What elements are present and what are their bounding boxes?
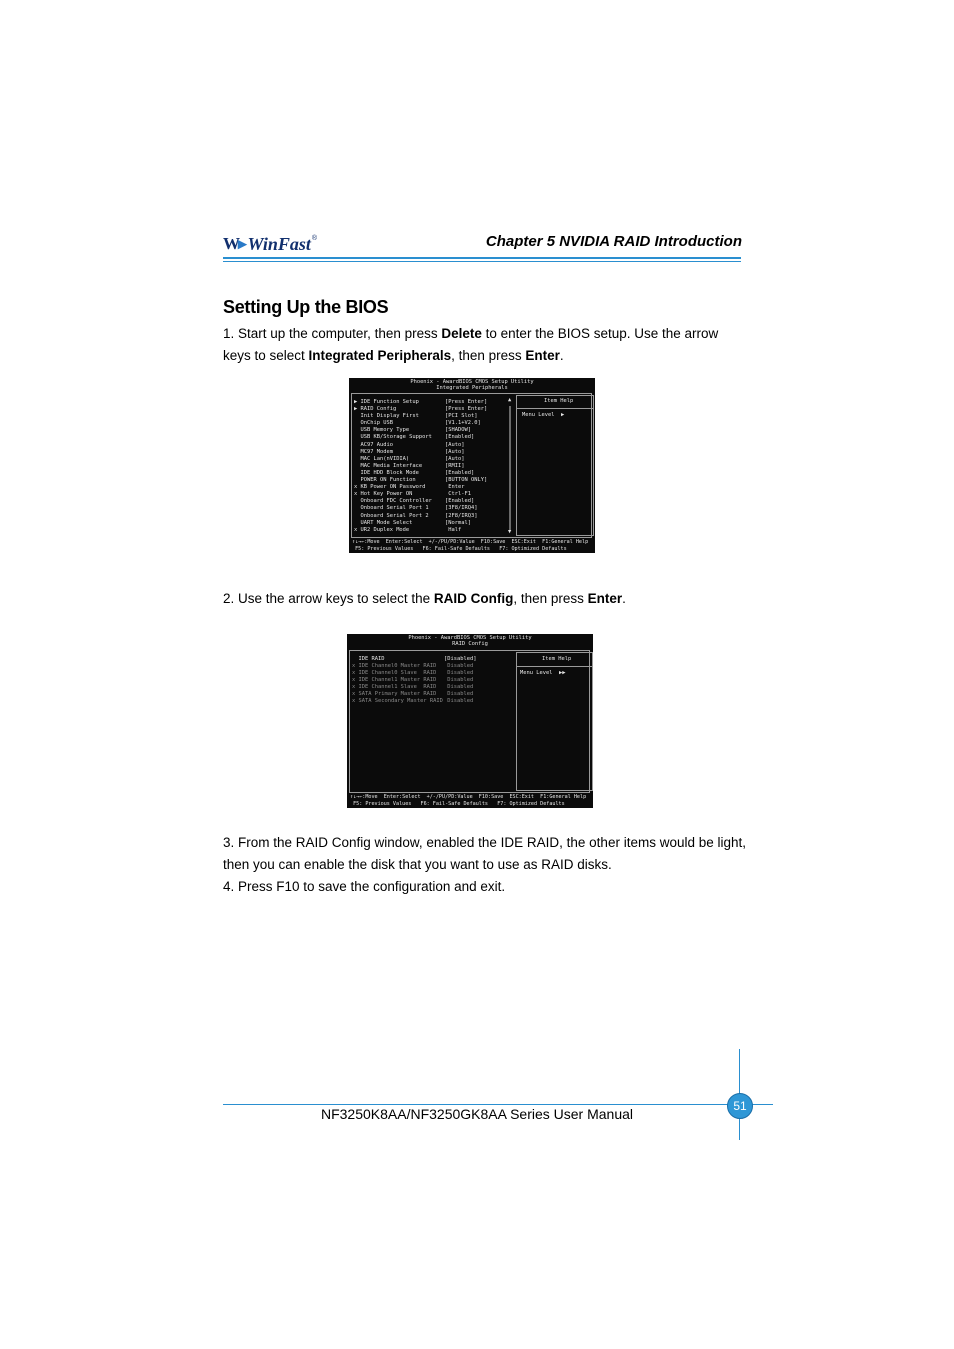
step-4-paragraph: 4. Press F10 to save the configuration and exit. xyxy=(223,879,506,894)
logo-registered-mark: ® xyxy=(311,234,318,242)
logo-mark: W▸ xyxy=(223,234,245,253)
footer-rule xyxy=(223,1104,773,1105)
logo-mark-accent: ▸ xyxy=(238,234,245,253)
step-2-menu-raid-config: RAID Config xyxy=(433,591,514,606)
bios-key-legend: ↑↓→←:Move Enter:Select +/-/PU/PD:Value F10:Save ESC:Exit F1:General Help F5: Previous Values F6: Fail-Safe Defaults F7: Optimized Defaults xyxy=(352,539,589,552)
bios-value-ide-raid: [Disabled] xyxy=(444,656,477,662)
step-2-paragraph xyxy=(223,588,747,610)
winfast-logo xyxy=(223,233,317,255)
step-1-text-a: 1. Start up the computer, then press xyxy=(223,326,442,341)
step-1-key-delete: Delete xyxy=(441,326,482,341)
scroll-down-arrow-icon: ▼ xyxy=(508,529,512,535)
step-2-key-enter: Enter xyxy=(587,591,623,606)
bios-title: Phoenix - AwardBIOS CMOS Setup Utility xyxy=(408,635,532,641)
header-rule-thin xyxy=(223,261,741,262)
bios-item-list-disabled: x IDE Channel0 Master RAID x IDE Channel0 Slave RAID x IDE Channel1 Master RAID x IDE Channel1 Slave RAID x SATA Primary Master RAID x SATA Secondary Master RAID xyxy=(352,663,443,705)
bios-title: Phoenix - AwardBIOS CMOS Setup Utility xyxy=(410,379,534,385)
step-1-text-d: . xyxy=(559,348,564,363)
scroll-up-arrow-icon: ▲ xyxy=(508,397,512,403)
bios-menu-level: Menu Level ▶▶ xyxy=(520,670,566,676)
chapter-title: Chapter 5 NVIDIA RAID Introduction xyxy=(485,233,742,250)
bios-key-legend: ↑↓→←:Move Enter:Select +/-/PU/PD:Value F10:Save ESC:Exit F1:General Help F5: Previous Values F6: Fail-Safe Defaults F7: Optimized Defaults xyxy=(350,794,587,807)
logo-text: WinFast xyxy=(247,233,311,254)
step-2-text-c: . xyxy=(622,591,626,606)
step-1-paragraph xyxy=(223,323,747,367)
step-1-text-c: , then press xyxy=(451,348,526,363)
step-3-paragraph: 3. From the RAID Config window, enabled the IDE RAID, the other items would be light, then you can enable the disk that you want to use as RAID disks. xyxy=(223,835,747,872)
bios-scrollbar xyxy=(509,406,511,530)
bios-value-list-disabled: Disabled Disabled Disabled Disabled Disabled Disabled xyxy=(447,663,474,705)
page-number-badge: 51 xyxy=(727,1093,753,1119)
header-rule xyxy=(223,257,741,259)
step-1-menu-integrated-peripherals: Integrated Peripherals xyxy=(308,348,452,363)
bios-item-ide-raid: IDE RAID xyxy=(352,656,385,662)
bios-screenshot-raid-config xyxy=(347,634,593,808)
step-1-text-b: to enter the BIOS setup. Use the arrow keys to select xyxy=(223,326,719,363)
bios-help-title: Item Help xyxy=(544,398,574,404)
step-2-text-b: , then press xyxy=(513,591,588,606)
bios-subtitle: Integrated Peripherals xyxy=(436,385,508,391)
manual-name: NF3250K8AA/NF3250GK8AA Series User Manual xyxy=(320,1106,634,1122)
step-1-key-enter: Enter xyxy=(525,348,560,363)
bios-menu-level: Menu Level ▶ xyxy=(522,412,565,418)
bios-value-list: [Press Enter] [Press Enter] [PCI Slot] [V1.1+V2.0] [SHADOW] [Enabled] [Auto] [Auto] [Auto] [RMII] [Enabled] [BUTTON ONLY] Enter Ctrl-F1 [Enabled] [3F8/IRQ4] [2F8/IRQ3] [Normal] Half xyxy=(445,399,488,533)
bios-item-list: ▶ IDE Function Setup ▶ RAID Config Init Display First OnChip USB USB Memory Type USB KB/Storage Support AC97 Audio MC97 Modem MAC Lan(nVIDIA) MAC Media Interface IDE HDD Block Mode POWER ON Function x KB Power ON Password x Hot Key Power ON Onboard FDC Controller Onboard Serial Port 1 Onboard Serial Port 2 UART Mode Select x UR2 Duplex Mode xyxy=(354,399,432,533)
bios-screenshot-integrated-peripherals xyxy=(349,378,595,553)
step-2-text-a: 2. Use the arrow keys to select the xyxy=(223,591,434,606)
bios-help-title: Item Help xyxy=(542,656,572,662)
section-heading: Setting Up the BIOS xyxy=(223,297,389,317)
bios-subtitle: RAID Config xyxy=(452,641,488,647)
